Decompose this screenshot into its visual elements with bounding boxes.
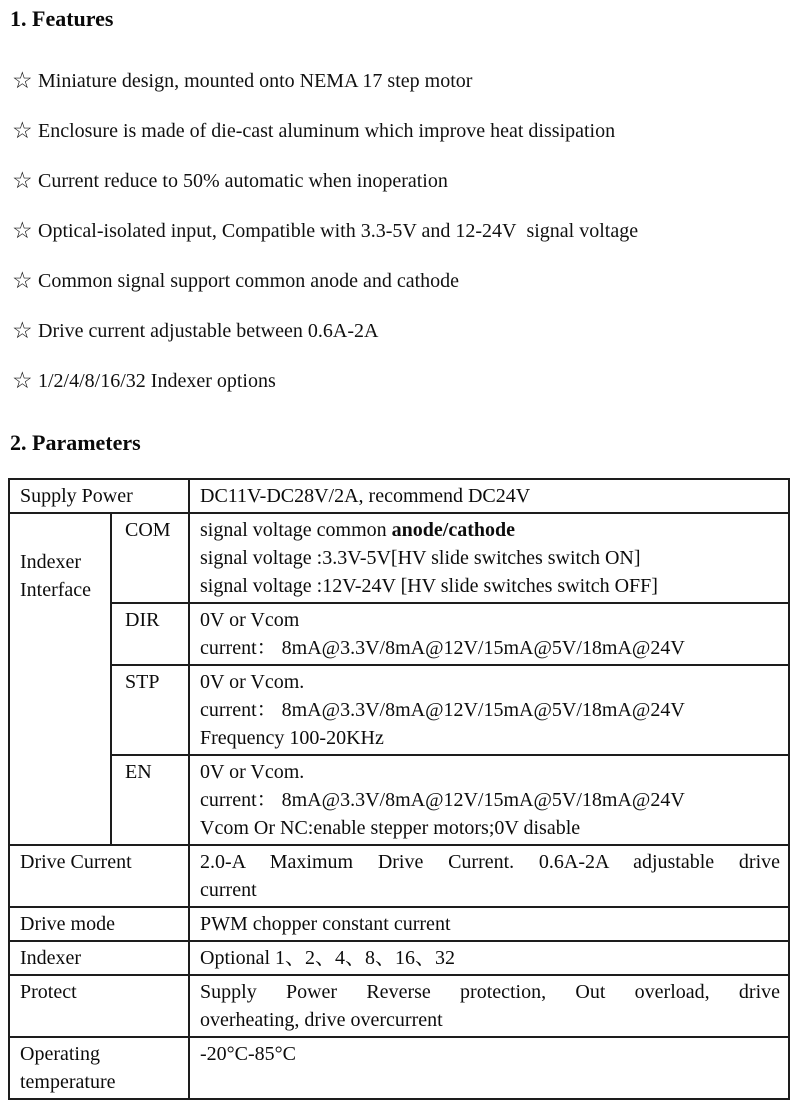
drive-mode-value-cell: PWM chopper constant current (189, 907, 789, 941)
features-heading: 1. Features (10, 6, 114, 31)
en-value-line2: current： 8mA@3.3V/8mA@12V/15mA@5V/18mA@24V (200, 789, 685, 811)
stp-value-cell (189, 665, 789, 755)
star-icon: ☆ (12, 168, 33, 193)
stp-value-line2: current： 8mA@3.3V/8mA@12V/15mA@5V/18mA@24V (200, 699, 685, 721)
table-row-com (9, 513, 789, 603)
en-value-line1: 0V or Vcom. (200, 761, 305, 783)
features-list (8, 68, 792, 395)
feature-item (12, 318, 792, 345)
stp-value-line1: 0V or Vcom. (200, 671, 305, 693)
dir-value-cell (189, 603, 789, 665)
protect-value-cell (189, 975, 789, 1037)
com-value-cell (189, 513, 789, 603)
dir-value-line2: current： 8mA@3.3V/8mA@12V/15mA@5V/18mA@24V (200, 637, 685, 659)
feature-text: Common signal support common anode and cathode (38, 270, 460, 292)
star-icon: ☆ (12, 118, 33, 143)
table-row-operating-temperature (9, 1037, 789, 1099)
star-icon: ☆ (12, 68, 33, 93)
star-icon: ☆ (12, 368, 33, 393)
drive-mode-label-cell: Drive mode (9, 907, 189, 941)
supply-power-label-cell: Supply Power (9, 479, 189, 513)
com-line1-bold: anode/cathode (391, 519, 515, 541)
com-value-line3: signal voltage :12V-24V [HV slide switches switch OFF] (200, 575, 658, 597)
star-icon: ☆ (12, 268, 33, 293)
com-value-line1 (200, 516, 780, 544)
feature-item (12, 168, 792, 195)
protect-value-line1: Supply Power Reverse protection, Out overload, drive (200, 981, 781, 1003)
feature-item (12, 368, 792, 395)
operating-temperature-label-cell: Operating temperature (9, 1037, 189, 1099)
parameters-heading: 2. Parameters (10, 430, 141, 455)
star-icon: ☆ (12, 218, 33, 243)
drive-current-value-line1: 2.0-A Maximum Drive Current. 0.6A-2A adjustable drive (200, 851, 781, 873)
table-row-protect (9, 975, 789, 1037)
feature-text: Enclosure is made of die-cast aluminum which improve heat dissipation (38, 120, 616, 142)
star-icon: ☆ (12, 318, 33, 343)
table-row-dir (9, 603, 789, 665)
drive-current-value-cell (189, 845, 789, 907)
table-row-supply-power (9, 479, 789, 513)
feature-item (12, 68, 792, 95)
table-row-indexer (9, 941, 789, 975)
feature-item (12, 218, 792, 245)
en-value-line3: Vcom Or NC:enable stepper motors;0V disable (200, 817, 581, 839)
table-row-stp (9, 665, 789, 755)
stp-value-line3: Frequency 100-20KHz (200, 727, 384, 749)
feature-text: Miniature design, mounted onto NEMA 17 step motor (38, 70, 473, 92)
com-label-cell: COM (111, 513, 189, 603)
feature-text: Optical-isolated input, Compatible with 3.3-5V and 12-24V signal voltage (38, 220, 639, 242)
drive-current-label-cell: Drive Current (9, 845, 189, 907)
table-row-en (9, 755, 789, 845)
dir-value-line1: 0V or Vcom (200, 609, 300, 631)
operating-temperature-value-cell: -20°C-85°C (189, 1037, 789, 1099)
protect-value-line2: overheating, drive overcurrent (200, 1009, 443, 1031)
table-row-drive-mode (9, 907, 789, 941)
com-value-line2: signal voltage :3.3V-5V[HV slide switches switch ON] (200, 547, 641, 569)
indexer-value-cell: Optional 1、2、4、8、16、32 (189, 941, 789, 975)
supply-power-value-cell: DC11V-DC28V/2A, recommend DC24V (189, 479, 789, 513)
en-value-cell (189, 755, 789, 845)
drive-current-value-line2: current (200, 879, 257, 901)
feature-text: Current reduce to 50% automatic when inoperation (38, 170, 448, 192)
table-row-drive-current (9, 845, 789, 907)
feature-item (12, 118, 792, 145)
feature-item (12, 268, 792, 295)
stp-label-cell: STP (111, 665, 189, 755)
indexer-label-cell: Indexer (9, 941, 189, 975)
parameters-table (8, 478, 790, 1100)
feature-text: Drive current adjustable between 0.6A-2A (38, 320, 379, 342)
indexer-interface-label-cell: Indexer Interface (9, 513, 111, 845)
en-label-cell: EN (111, 755, 189, 845)
com-line1-prefix: signal voltage common (200, 519, 392, 541)
dir-label-cell: DIR (111, 603, 189, 665)
protect-label-cell: Protect (9, 975, 189, 1037)
feature-text: 1/2/4/8/16/32 Indexer options (38, 370, 276, 392)
